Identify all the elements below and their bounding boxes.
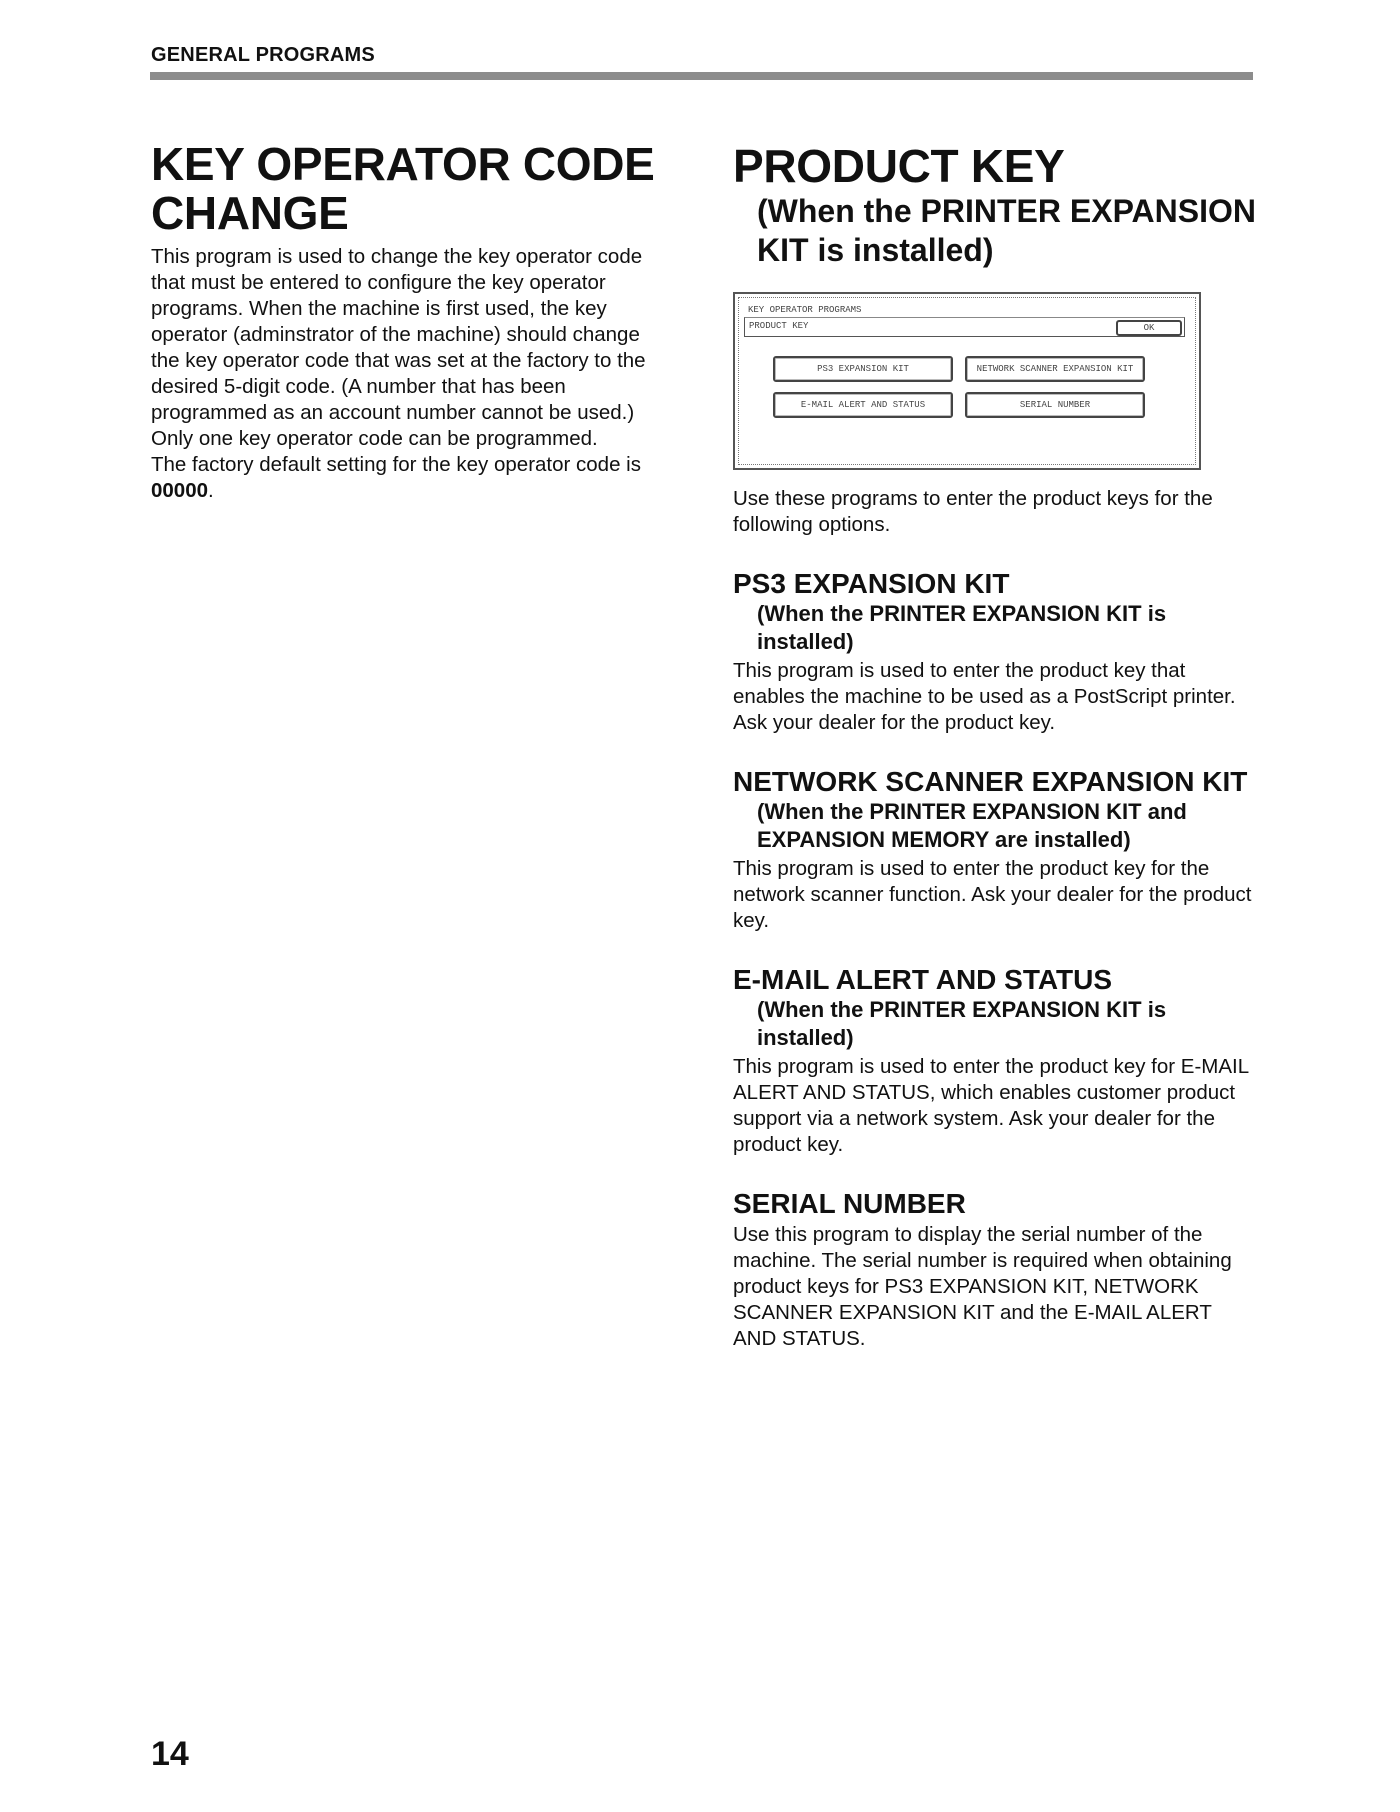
screen-bar-label: PRODUCT KEY: [749, 321, 809, 331]
right-column: [733, 140, 1258, 1352]
factory-default-code: 00000: [151, 479, 209, 502]
page-number: 14: [151, 1735, 189, 1773]
screen-bar: [744, 317, 1185, 337]
section-condition: (When the PRINTER EXPANSION KIT is installed): [757, 601, 1167, 654]
product-key-intro: Use these programs to enter the product keys for the following options.: [733, 487, 1213, 536]
section-heading: NETWORK SCANNER EXPANSION KIT: [733, 766, 1248, 797]
email-alert-section: [733, 964, 1258, 1158]
serial-number-button[interactable]: SERIAL NUMBER: [965, 392, 1145, 418]
section-body: This program is used to enter the product key that enables the machine to be used as a PostScript printer. Ask your dealer for the product key.: [733, 659, 1236, 734]
section-heading: E-MAIL ALERT AND STATUS: [733, 964, 1113, 995]
network-scanner-section: [733, 766, 1258, 934]
screen-title: KEY OPERATOR PROGRAMS: [748, 305, 862, 315]
ps3-expansion-kit-button[interactable]: PS3 EXPANSION KIT: [773, 356, 953, 382]
key-operator-code-change-body: [151, 244, 671, 504]
email-alert-and-status-button[interactable]: E-MAIL ALERT AND STATUS: [773, 392, 953, 418]
section-heading: PS3 EXPANSION KIT: [733, 568, 1010, 599]
section-body: This program is used to enter the product key for the network scanner function. Ask your dealer for the product key.: [733, 857, 1252, 932]
header-rule: [150, 72, 1253, 80]
key-operator-code-change-title: KEY OPERATOR CODE CHANGE: [151, 138, 655, 239]
ok-button[interactable]: OK: [1116, 320, 1182, 336]
product-key-title: PRODUCT KEY: [733, 140, 1065, 192]
section-condition: (When the PRINTER EXPANSION KIT is installed): [757, 997, 1167, 1050]
ps3-section: [733, 568, 1258, 736]
section-heading: SERIAL NUMBER: [733, 1188, 966, 1219]
section-condition: (When the PRINTER EXPANSION KIT and EXPANSION MEMORY are installed): [757, 799, 1187, 852]
product-key-screen: [733, 292, 1201, 470]
product-key-condition: (When the PRINTER EXPANSION KIT is installed): [757, 193, 1256, 268]
serial-number-section: [733, 1188, 1258, 1352]
network-scanner-expansion-kit-button[interactable]: NETWORK SCANNER EXPANSION KIT: [965, 356, 1145, 382]
factory-default-text: The factory default setting for the key operator code is: [151, 453, 641, 476]
section-body: Use this program to display the serial number of the machine. The serial number is required when obtaining product keys for PS3 EXPANSION KIT, NETWORK SCANNER EXPANSION KIT and the E-MAIL ALERT AND STATUS.: [733, 1223, 1232, 1350]
screen-frame: [738, 297, 1196, 465]
left-column: [151, 140, 671, 504]
section-body: This program is used to enter the product key for E-MAIL ALERT AND STATUS, which enables customer product support via a network system. Ask your dealer for the product key.: [733, 1055, 1249, 1156]
running-header: GENERAL PROGRAMS: [151, 44, 375, 66]
factory-default-suffix: .: [208, 479, 214, 502]
key-operator-code-change-text: This program is used to change the key operator code that must be entered to configure the key operator programs. When the machine is first used, the key operator (adminstrator of the machine) should change the key operator code that was set at the factory to the desired 5-digit code. (A number that has been programmed as an account number cannot be used.) Only one key operator code can be programmed.: [151, 245, 646, 450]
